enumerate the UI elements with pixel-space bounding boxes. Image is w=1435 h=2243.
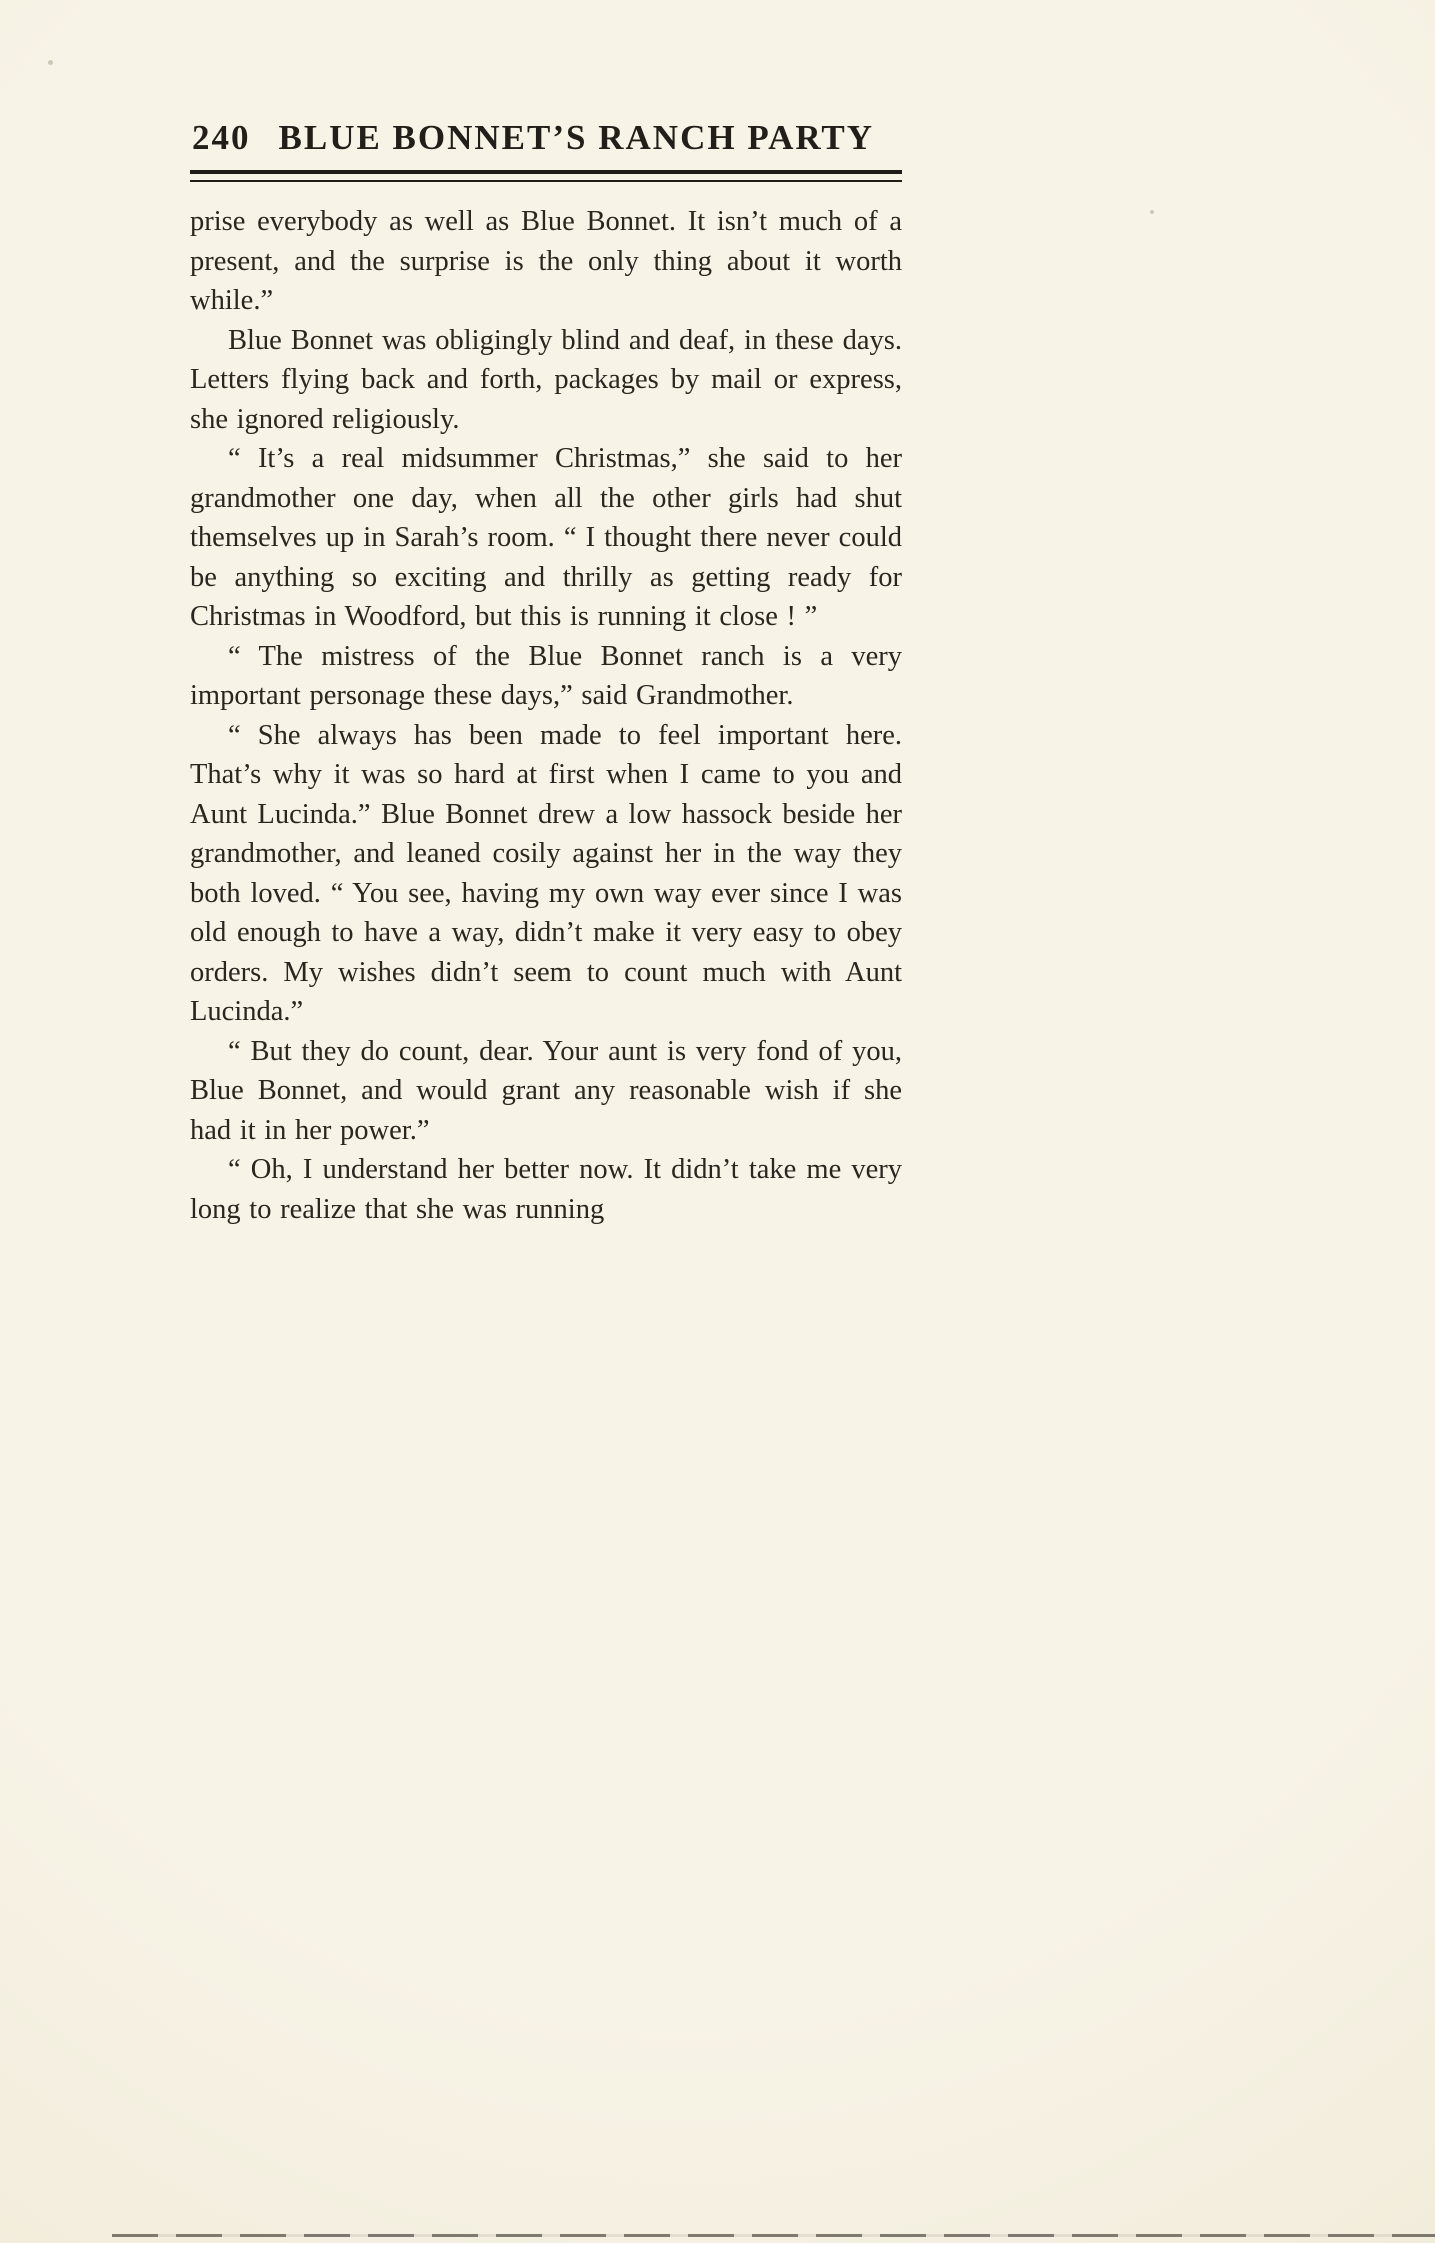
text-block [190,118,902,1229]
paragraph: “ But they do count, dear. Your aunt is very fond of you, Blue Bonnet, and would grant any reasonable wish if she had it in her power.” [190,1035,902,1146]
paragraph: Blue Bonnet was obligingly blind and deaf, in these days. Letters flying back and forth, packages by mail or express, she ignored religiously. [190,324,902,435]
page-number: 240 [192,118,251,157]
paragraph: prise everybody as well as Blue Bonnet. It isn’t much of a present, and the surprise is the only thing about it worth while.” [190,206,902,316]
scan-speck [48,60,53,65]
paragraph: “ Oh, I understand her better now. It didn’t take me very long to realize that she was running [190,1154,902,1225]
header-rule [190,170,902,182]
paragraph: “ The mistress of the Blue Bonnet ranch is a very important personage these days,” said Grandmother. [190,640,902,711]
running-head [190,118,902,170]
page-title: BLUE BONNET’S RANCH PARTY [278,118,875,157]
paragraph: “ It’s a real midsummer Christmas,” she said to her grandmother one day, when all the other girls had shut themselves up in Sarah’s room. “ I thought there never could be anything so exciting and thrilly as getting ready for Christmas in Woodford, but this is running it close ! ” [190,443,902,632]
scan-edge-artifact [112,2234,1435,2237]
paragraph: “ She always has been made to feel important here. That’s why it was so hard at first when I came to you and Aunt Lucinda.” Blue Bonnet drew a low hassock beside her grandmother, and leaned cosily against her in the way they both loved. “ You see, having my own way ever since I was old enough to have a way, didn’t make it very easy to obey orders. My wishes didn’t seem to count much with Aunt Lucinda.” [190,719,902,1027]
body-text [190,202,902,1229]
scan-speck [1150,210,1154,214]
